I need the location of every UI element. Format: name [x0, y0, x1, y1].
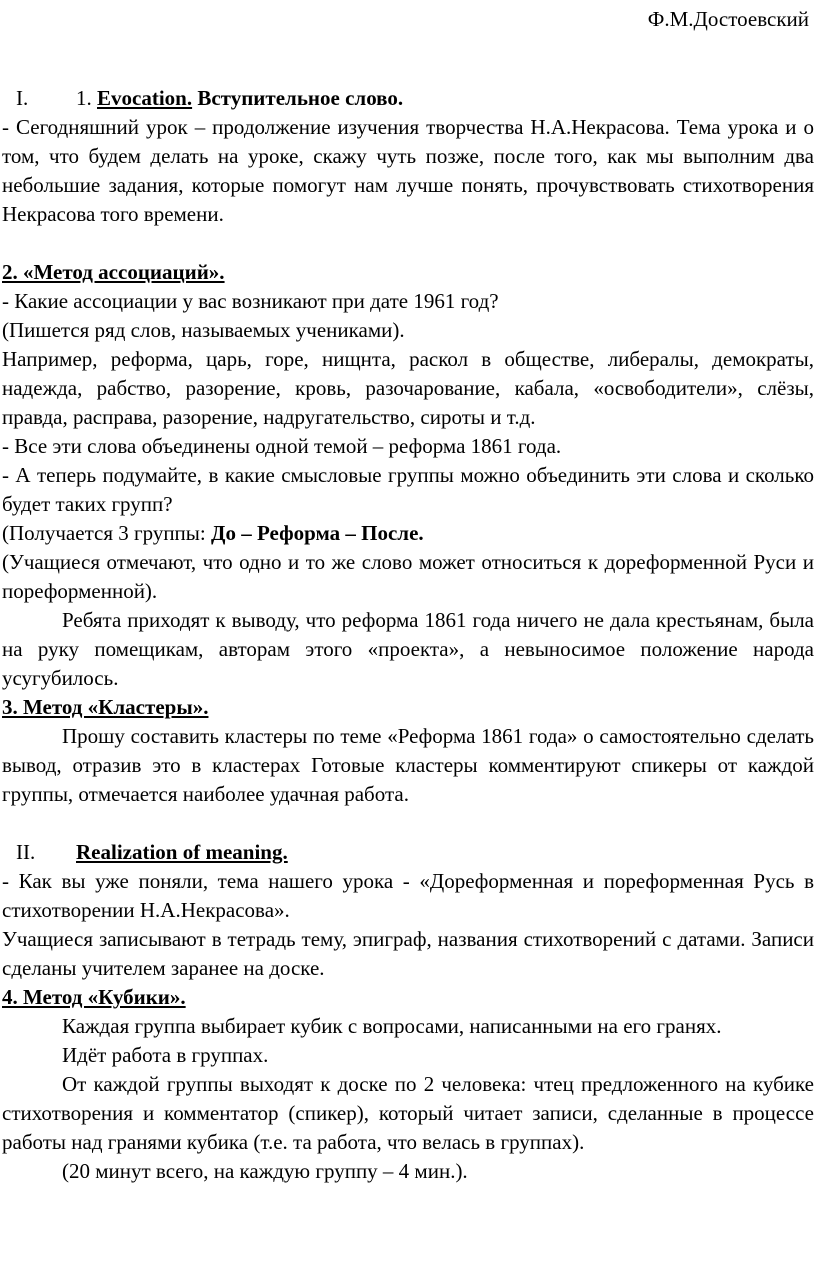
method-2-question: - Какие ассоциации у вас возникают при дате 1961 год? [2, 289, 499, 313]
page-header-author: Ф.М.Достоевский [647, 7, 809, 31]
method-4-title: 4. Метод «Кубики». [2, 985, 186, 1009]
section-2-title: Realization of meaning. [76, 840, 288, 864]
section-1-number: 1. [76, 86, 92, 110]
method-4-p2: Идёт работа в группах. [62, 1043, 269, 1067]
method-2-groups-line [2, 519, 814, 548]
document-body [2, 84, 814, 1186]
method-2-conclusion: Ребята приходят к выводу, что реформа 1861 года ничего не дала крестьянам, была на руку помещикам, авторам этого «проекта», а невыносимое положение народа усугубилось. [2, 608, 814, 690]
method-2-title: 2. «Метод ассоциаций». [2, 260, 225, 284]
section-2-topic: - Как вы уже поняли, тема нашего урока - «Дореформенная и пореформенная Русь в стихотворении Н.А.Некрасова». [2, 869, 814, 922]
section-2-roman: II. [16, 840, 36, 864]
section-1-title-en: Evocation. [97, 86, 193, 110]
intro-paragraph: - Сегодняшний урок – продолжение изучения творчества Н.А.Некрасова. Тема урока и о том, что будем делать на уроке, скажу чуть позже, после того, как мы выполним два небольшие задания, которые помогут нам лучше понять, прочувствовать стихотворения Некрасова того времени. [2, 115, 814, 226]
method-2-note: (Пишется ряд слов, называемых учениками). [2, 318, 405, 342]
method-3-title: 3. Метод «Кластеры». [2, 695, 209, 719]
section-1-roman: I. [16, 86, 29, 110]
method-2-groups-prefix: (Получается 3 группы: [2, 521, 211, 545]
method-2-groups-bold: До – Реформа – После. [211, 521, 424, 545]
method-4-p3: От каждой группы выходят к доске по 2 человека: чтец предложенного на кубике стихотворения и комментатор (спикер), который читает записи, сделанные в процессе работы над гранями кубика (т.е. та работа, что велась в группах). [2, 1072, 814, 1154]
section-2-heading [2, 838, 814, 867]
method-2-students-note: (Учащиеся отмечают, что одно и то же слово может относиться к дореформенной Руси и пореформенной). [2, 550, 814, 603]
method-2-groups-question: - А теперь подумайте, в какие смысловые группы можно объединить эти слова и сколько будет таких групп? [2, 463, 814, 516]
section-2-notes: Учащиеся записывают в тетрадь тему, эпиграф, названия стихотворений с датами. Записи сделаны учителем заранее на доске. [2, 927, 814, 980]
section-1-heading [2, 84, 814, 113]
method-2-examples: Например, реформа, царь, горе, нищнта, раскол в обществе, либералы, демократы, надежда, рабство, разорение, кровь, разочарование, кабала, «освободители», слёзы, правда, расправа, разорение, надругательство, сироты и т.д. [2, 347, 814, 429]
method-2-theme: - Все эти слова объединены одной темой – реформа 1861 года. [2, 434, 562, 458]
method-3-paragraph: Прошу составить кластеры по теме «Реформа 1861 года» о самостоятельно сделать вывод, отразив это в кластерах Готовые кластеры комментируют спикеры от каждой группы, отмечается наиболее удачная работа. [2, 724, 814, 806]
section-1-title-ru: Вступительное слово. [197, 86, 404, 110]
method-4-p1: Каждая группа выбирает кубик с вопросами, написанными на его гранях. [62, 1014, 722, 1038]
method-4-p4: (20 минут всего, на каждую группу – 4 мин.). [62, 1159, 468, 1183]
